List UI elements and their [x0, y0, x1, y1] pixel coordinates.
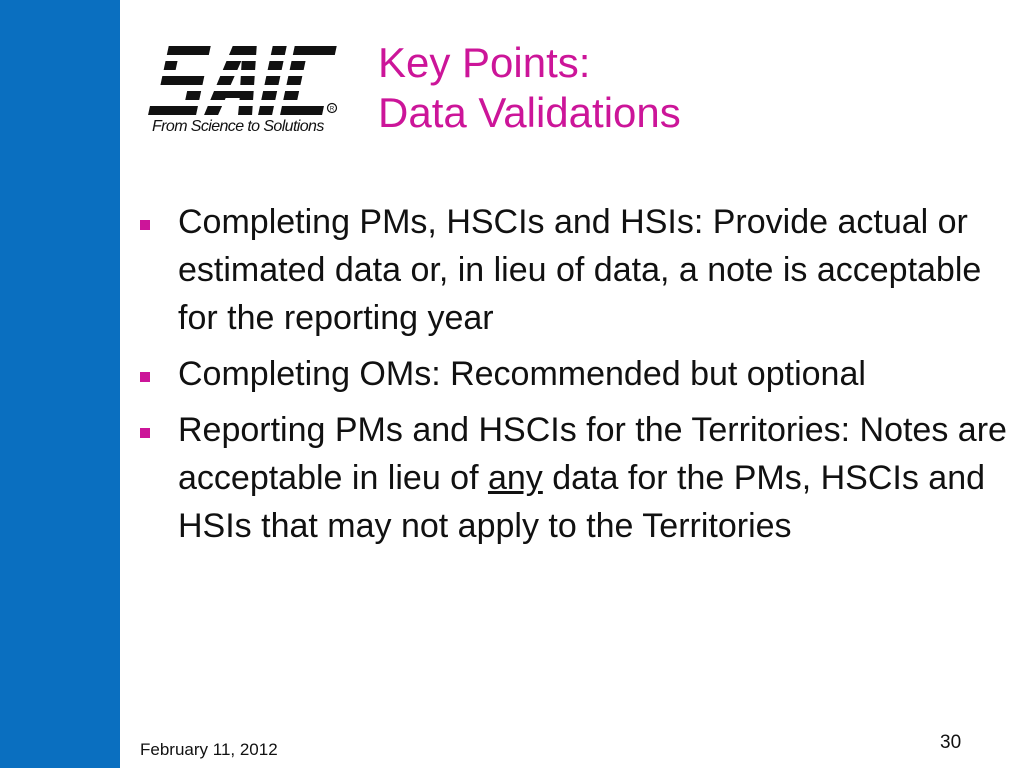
logo-tagline: From Science to Solutions	[152, 118, 324, 135]
square-bullet-icon	[140, 372, 150, 382]
slide-title-line-1: Key Points:	[378, 39, 591, 86]
svg-text:R: R	[329, 106, 335, 113]
left-accent-bar	[0, 0, 120, 768]
bullet-text-2: Completing OMs: Recommended but optional	[178, 355, 866, 393]
slide-title-line-2: Data Validations	[378, 89, 681, 136]
bullet-text-3-emphasis: any	[487, 459, 543, 497]
square-bullet-icon	[140, 220, 150, 230]
bullet-text-3-after: data for the PMs, HSCIs and HSIs that may not apply to the Territories	[178, 459, 986, 545]
bullet-item-1	[140, 198, 1010, 342]
saic-logo-mark	[148, 40, 338, 116]
bullet-text-3-before: Reporting PMs and HSCIs for the Territories: Notes are acceptable in lieu of	[178, 411, 1007, 497]
saic-logo	[148, 40, 338, 144]
square-bullet-icon	[140, 428, 150, 438]
page-number: 30	[940, 732, 962, 753]
bullet-list	[140, 198, 1010, 558]
bullet-item-2	[140, 350, 1010, 398]
bullet-item-3	[140, 406, 1010, 550]
footer-date: February 11, 2012	[140, 740, 278, 759]
bullet-text-1: Completing PMs, HSCIs and HSIs: Provide actual or estimated data or, in lieu of data, a note is acceptable for the reporting year	[178, 203, 982, 337]
slide-title	[378, 38, 681, 138]
